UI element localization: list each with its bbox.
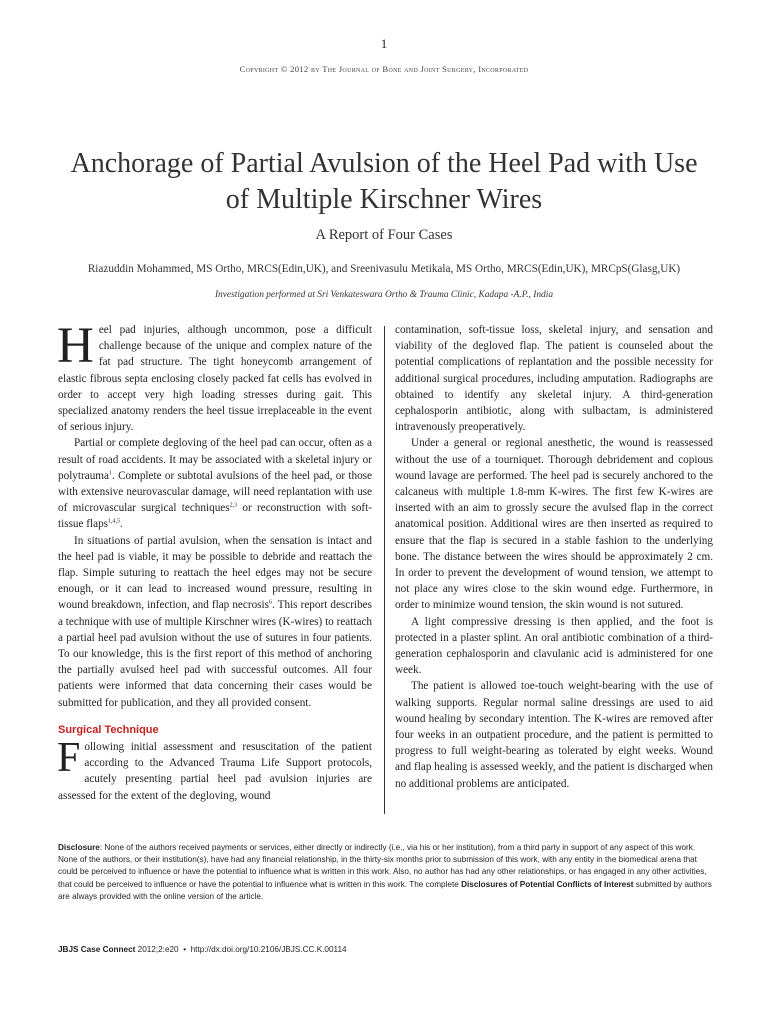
article-title: Anchorage of Partial Avulsion of the Heel Pad with Use of Multiple Kirschner Wires (70, 148, 698, 215)
paragraph (57, 735, 372, 804)
citation-ref[interactable]: 1,4,5 (108, 518, 121, 525)
affiliation: Investigation performed at Sri Venkateswara Ortho & Trauma Clinic, Kadapa -A.P., India (214, 290, 554, 300)
author-list: Riazuddin Mohammed, MS Ortho, MRCS(Edin,UK), and Sreenivasulu Metikala, MS Ortho, MRCS(Edin,UK), MRCpS(Glasg,UK) (87, 263, 681, 275)
disclosure-note (58, 842, 714, 903)
left-column (57, 318, 372, 804)
paragraph-text: . This report describes a technique with use of multiple Kirschner wires (K-wires) to reattach a partial heel pad avulsion without the use of sutures in four patients. To our knowledge, this is the first report of this method of anchoring the partially avulsed heel pad with successful outcomes. All four patients were informed that data concerning their cases would be submitted for publication, and they all provided consent. (58, 599, 372, 709)
copyright-line: Copyright © 2012 by The Journal of Bone and Joint Surgery, Incorporated (239, 64, 529, 74)
paragraph: A light compressive dressing is then applied, and the foot is protected in a plaster splint. An oral antibiotic combination of a third-generation cephalosporin and clavulanic acid is administered for one week. (395, 615, 713, 677)
bullet-separator: • (183, 945, 187, 954)
paragraph: The patient is allowed toe-touch weight-bearing with the use of walking supports. Regular normal saline dressings are used to aid wound healing by secondary intention. The K-wires are removed after four weeks in an outpatient procedure, and the patient is permitted to progress to full weight-bearing as tolerated by eight weeks. Wound and flap healing is assessed weekly, and the patient is discharged when no additional problems are anticipated. (395, 680, 713, 790)
drop-cap: F (57, 735, 81, 782)
disclosure-text: submitted by authors are always provided with the online version of the article. (58, 879, 712, 901)
article-subtitle: A Report of Four Cases (315, 227, 453, 243)
paragraph (58, 435, 372, 532)
paragraph-text: or reconstruction with soft-tissue flaps (58, 502, 372, 531)
paragraph-text: eel pad injuries, although uncommon, pose a difficult challenge because of the unique and complex nature of the fat pad structure. The tight honeycomb arrangement of elastic fibrous septa enclosing closely packed fat cells has evolved in order to accept very high loading stresses during gait. This specialized anatomy renders the heel tissue irreplaceable in the event of serious injury. (58, 324, 372, 434)
paragraph-text: In situations of partial avulsion, when the sensation is intact and the heel pad is viable, it may be possible to debride and reattach the flap. Simple suturing to reattach the heel edges may not be secure enough, or it can lead to increased wound pressure, resulting in wound breakdown, infection, and flap necrosis (58, 534, 372, 612)
paragraph-text: . Complete or subtotal avulsions of the heel pad, or those with extensive neurovascular damage, will need replantation with use of microvascular surgical techniques (58, 469, 372, 515)
doi-link[interactable]: http://dx.doi.org/10.2106/JBJS.CC.K.00114 (190, 945, 347, 954)
intro-paragraph (57, 318, 372, 435)
paragraph: Under a general or regional anesthetic, the wound is reassessed without the use of a tourniquet. Thorough debridement and copious wound lavage are performed. The heel pad is securely anchored to the calcaneus with multiple 1.8-mm K-wires. The first few K-wires are inserted with an aim to grossly secure the avulsed flap in the correct anatomical position. Additional wires are then inserted as required to ensure that the flap is secured in a stable fashion to the underlying bone. The distance between the wires should be approximately 2 cm. In order to prevent the development of wound tension, we attempt to not place any wires close to the skin wound edge. Furthermore, in order to minimize wound tension, the skin wound is not sutured. (395, 437, 713, 612)
paragraph-text: ollowing initial assessment and resuscitation of the patient according to the Advanced Trauma Life Support protocols, acutely presenting partial heel pad avulsion injuries are assessed for the extent of the degloving, wound (58, 741, 372, 802)
journal-name: JBJS Case Connect (58, 945, 136, 954)
paragraph: contamination, soft-tissue loss, skeletal injury, and sensation and viability of the degloved flap. The patient is counseled about the potential complications of replantation and the possible necessity for additional surgical procedures, including amputation. Radiographs are obtained to identify any skeletal injury. A third-generation cephalosporin antibiotic, along with sulbactam, is administered intravenously preoperatively. (395, 324, 713, 434)
citation-info: 2012;2:e20 (135, 945, 179, 954)
disclosure-text: : None of the authors received payments or services, either directly or indirectly (i.e., via his or her institution), from a third party in support of any aspect of this work. None of the authors, or their institution(s), have had any financial relationship, in the thirty-six months prior to submission of this work, with any entity in the biomedical arena that could be perceived to influence or have the potential to influence what is written in this work. Also, no author has had any other relationships, or has engaged in any other activities, that could be perceived to influence or have the potential to influence what is written in this work. The complete (58, 843, 707, 889)
section-heading: Surgical Technique (58, 723, 159, 736)
page-number: 1 (380, 36, 388, 51)
citation-ref[interactable]: 1 (108, 470, 112, 477)
column-divider (384, 326, 385, 814)
disclosure-label: Disclosure (58, 843, 100, 852)
conflicts-link[interactable]: Disclosures of Potential Conflicts of Interest (461, 879, 634, 889)
paragraph (58, 533, 372, 711)
citation-ref[interactable]: 6 (269, 599, 272, 606)
drop-cap: H (57, 318, 94, 374)
page-footer (58, 945, 347, 954)
right-column (395, 322, 713, 792)
citation-ref[interactable]: 2,3 (229, 502, 238, 509)
paragraph-text: . (120, 518, 123, 531)
paragraph-text: Partial or complete degloving of the heel pad can occur, often as a result of road accidents. It may be associated with a skeletal injury or polytrauma (58, 437, 372, 482)
